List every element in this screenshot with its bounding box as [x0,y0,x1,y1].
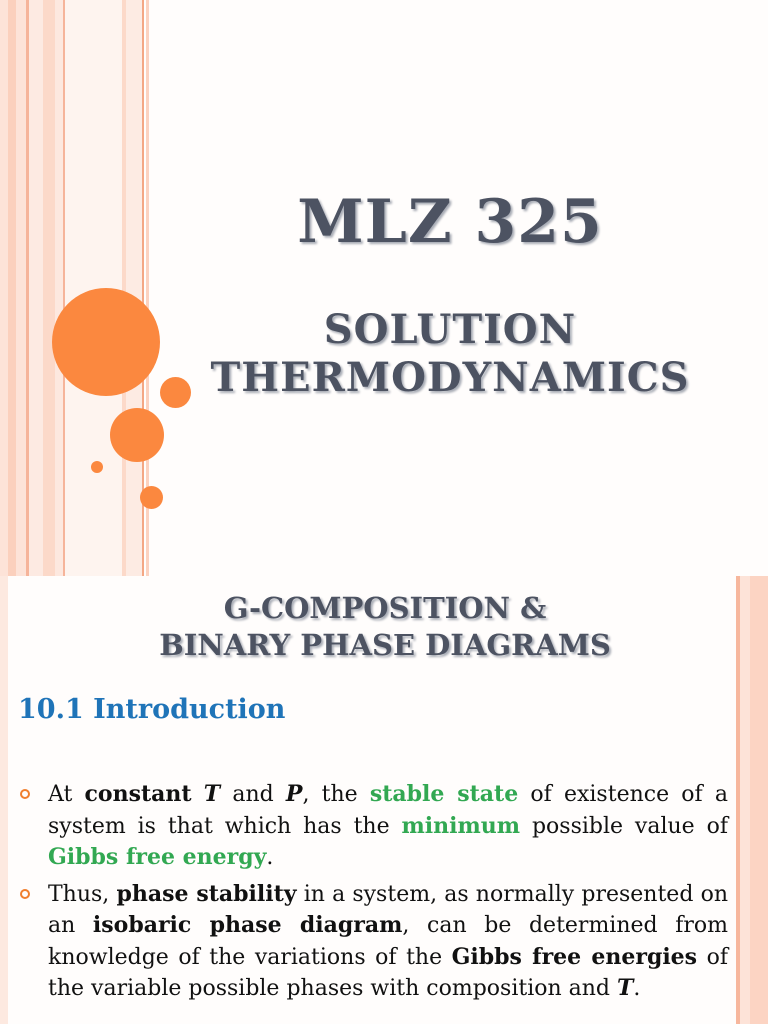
slide-title-line-2: BINARY PHASE DIAGRAMS [159,628,611,662]
slide-title-line-1: G-COMPOSITION & [223,591,547,625]
term-isobaric-phase-diagram: isobaric phase diagram [92,912,403,938]
decorative-circle-large [52,288,160,396]
decorative-stripe [55,0,63,576]
bullet-circle-icon [20,789,30,799]
term-stable-state: stable state [369,781,519,807]
bullet-circle-icon [20,889,30,899]
term-phase-stability: phase stability [116,880,297,907]
decorative-stripe [740,576,750,1024]
decorative-circle-small [140,486,163,509]
symbol-T: T [203,781,221,807]
text: possible value of [520,813,728,839]
text: and [220,782,286,807]
decorative-circle-medium [110,408,164,462]
bullet-item-1 [18,779,728,874]
text: in a system, as normally presented on an [48,881,728,938]
decorative-circle-tiny [91,461,103,473]
bullet-item-2 [18,879,728,1005]
term-gibbs-free-energy: Gibbs free energy [48,844,267,870]
text: . [266,845,274,870]
decorative-stripe [126,0,142,576]
decorative-stripe [750,576,768,1024]
decorative-stripe [43,0,55,576]
decorative-stripe [8,0,16,576]
symbol-T: T [617,975,634,1001]
symbol-P: P [285,781,303,807]
decorative-stripe [16,0,26,576]
decorative-stripe [29,0,43,576]
term-constant: constant [84,781,192,807]
section-heading: 10.1 Introduction [18,694,286,725]
slide-title [50,590,720,664]
subtitle-line-1: SOLUTION [323,306,577,353]
text: At [48,782,85,807]
text: of existence of a system is that which has the [48,782,728,839]
text: , can be determined from knowledge of the variations of the [48,913,729,970]
term-gibbs-free-energies: Gibbs free energies [451,943,698,970]
content-slide [0,576,768,1024]
decorative-stripe [0,0,8,576]
text: of the variable possible phases with composition and [48,944,728,1001]
subtitle-line-2: THERMODYNAMICS [210,354,690,401]
term-minimum: minimum [401,812,521,839]
text: . [633,976,641,1001]
course-subtitle [150,306,750,402]
text: Thus, [48,881,117,907]
course-title: MLZ 325 [297,187,603,257]
bullet-list [18,779,728,1010]
decorative-stripe [0,576,8,1024]
text: , the [302,782,370,807]
text [192,782,204,807]
